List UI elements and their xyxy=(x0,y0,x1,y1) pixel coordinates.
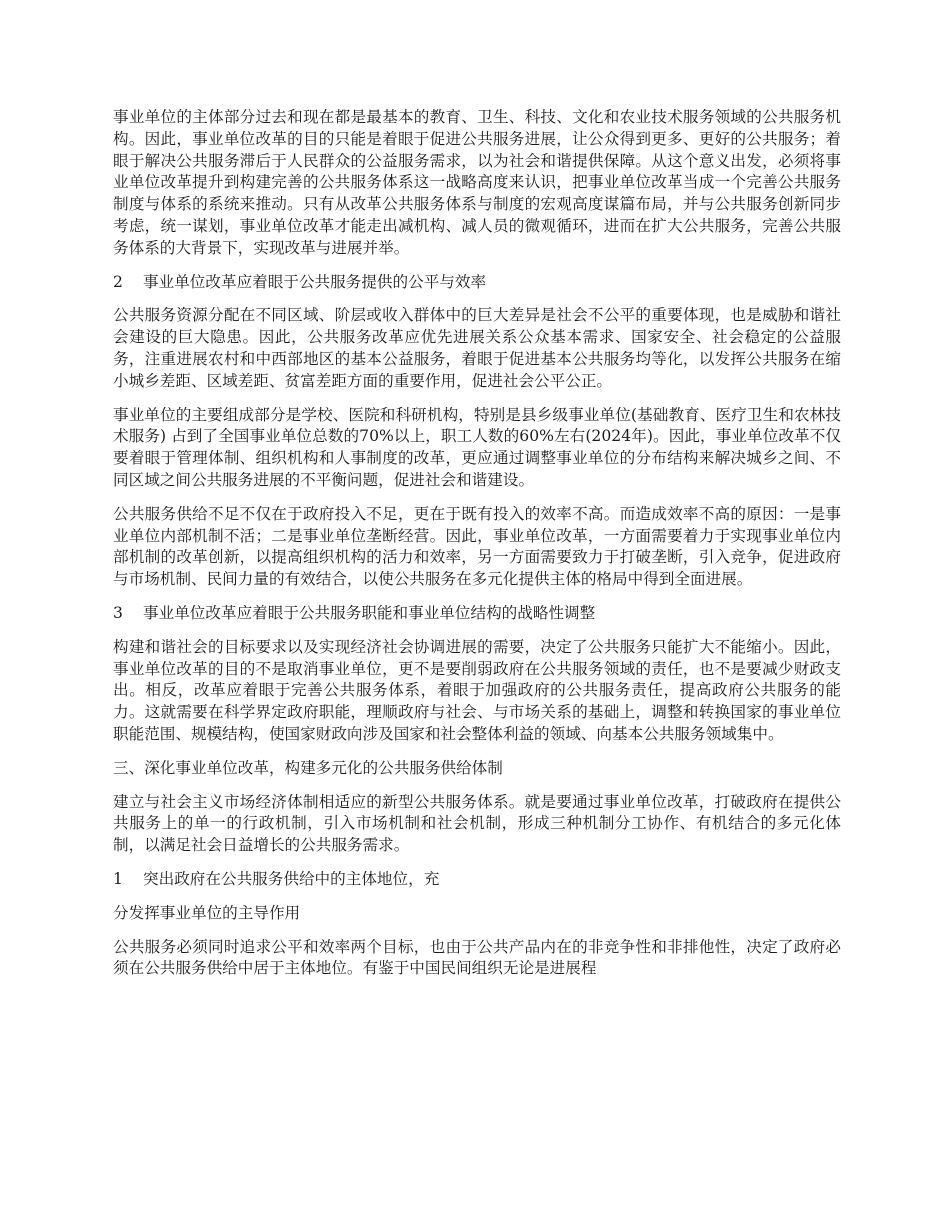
paragraph-7: 公共服务必须同时追求公平和效率两个目标，也由于公共产品内在的非竞争性和非排他性，决定了政府必须在公共服务供给中居于主体地位。有鉴于中国民间组织无论是进展程 xyxy=(113,937,841,978)
section-heading-text: 事业单位改革应着眼于公共服务职能和事业单位结构的战略性调整 xyxy=(143,603,596,622)
section-number: 1 xyxy=(113,869,123,888)
paragraph-3: 事业单位的主要组成部分是学校、医院和科研机构，特别是县乡级事业单位(基础教育、医疗卫生和农林技术服务) 占到了全国事业单位总数的70%以上，职工人数的60%左右(2024年)。因此，事业单位改革不仅要着眼于管理体制、组织机构和人事制度的改革，更应通过调整事业单位的分布结构来解决城乡之间、不同区域之间公共服务进展的不平衡问题，促进社会和谐建设。 xyxy=(113,405,841,489)
section-heading-text: 突出政府在公共服务供给中的主体地位，充 xyxy=(143,869,440,888)
paragraph-2: 公共服务资源分配在不同区域、阶层或收入群体中的巨大差异是社会不公平的重要体现，也是威胁和谐社会建设的巨大隐患。因此，公共服务改革应优先进展关系公众基本需求、国家安全、社会稳定的公益服务，注重进展农村和中西部地区的基本公益服务，着眼于促进基本公共服务均等化，以发挥公共服务在缩小城乡差距、区域差距、贫富差距方面的重要作用，促进社会公平公正。 xyxy=(113,306,841,390)
section-heading-1 xyxy=(113,869,841,891)
chapter-heading-3: 三、深化事业单位改革，构建多元化的公共服务供给体制 xyxy=(113,758,503,777)
paragraph-5: 构建和谐社会的目标要求以及实现经济社会协调进展的需要，决定了公共服务只能扩大不能缩小。因此，事业单位改革的目的不是取消事业单位，更不是要削弱政府在公共服务领域的责任，也不是要减少财政支出。相反，改革应着眼于完善公共服务体系，着眼于加强政府的公共服务责任，提高政府公共服务的能力。这就需要在科学界定政府职能，理顺政府与社会、与市场关系的基础上，调整和转换国家的事业单位职能范围、规模结构，使国家财政向涉及国家和社会整体利益的领域、向基本公共服务领域集中。 xyxy=(113,637,841,743)
section-heading-2 xyxy=(113,272,841,294)
document-page xyxy=(113,107,841,992)
paragraph-1: 事业单位的主体部分过去和现在都是最基本的教育、卫生、科技、文化和农业技术服务领域的公共服务机构。因此，事业单位改革的目的只能是着眼于促进公共服务进展，让公众得到更多、更好的公共服务；着眼于解决公共服务滞后于人民群众的公益服务需求，以为社会和谐提供保障。从这个意义出发，必须将事业单位改革提升到构建完善的公共服务体系这一战略高度来认识，把事业单位改革当成一个完善公共服务制度与体系的系统来推动。只有从改革公共服务体系与制度的宏观高度谋篇布局，并与公共服务创新同步考虑，统一谋划，事业单位改革才能走出减机构、减人员的微观循环，进而在扩大公共服务，完善公共服务体系的大背景下，实现改革与进展并举。 xyxy=(113,108,841,257)
paragraph-6: 建立与社会主义市场经济体制相适应的新型公共服务体系。就是要通过事业单位改革，打破政府在提供公共服务上的单一的行政机制，引入市场机制和社会机制，形成三种机制分工协作、有机结合的多元化体制，以满足社会日益增长的公共服务需求。 xyxy=(113,792,841,855)
section-heading-3 xyxy=(113,603,841,625)
section-number: 3 xyxy=(113,603,123,622)
paragraph-4: 公共服务供给不足不仅在于政府投入不足，更在于既有投入的效率不高。而造成效率不高的原因：一是事业单位内部机制不活；二是事业单位垄断经营。因此，事业单位改革，一方面需要着力于实现事业单位内部机制的改革创新，以提高组织机构的活力和效率，另一方面需要致力于打破垄断，引入竞争，促进政府与市场机制、民间力量的有效结合，以使公共服务在多元化提供主体的格局中得到全面进展。 xyxy=(113,504,841,589)
section-number: 2 xyxy=(113,272,123,291)
section-heading-1-continued: 分发挥事业单位的主导作用 xyxy=(113,903,301,922)
section-heading-text: 事业单位改革应着眼于公共服务提供的公平与效率 xyxy=(143,272,487,291)
